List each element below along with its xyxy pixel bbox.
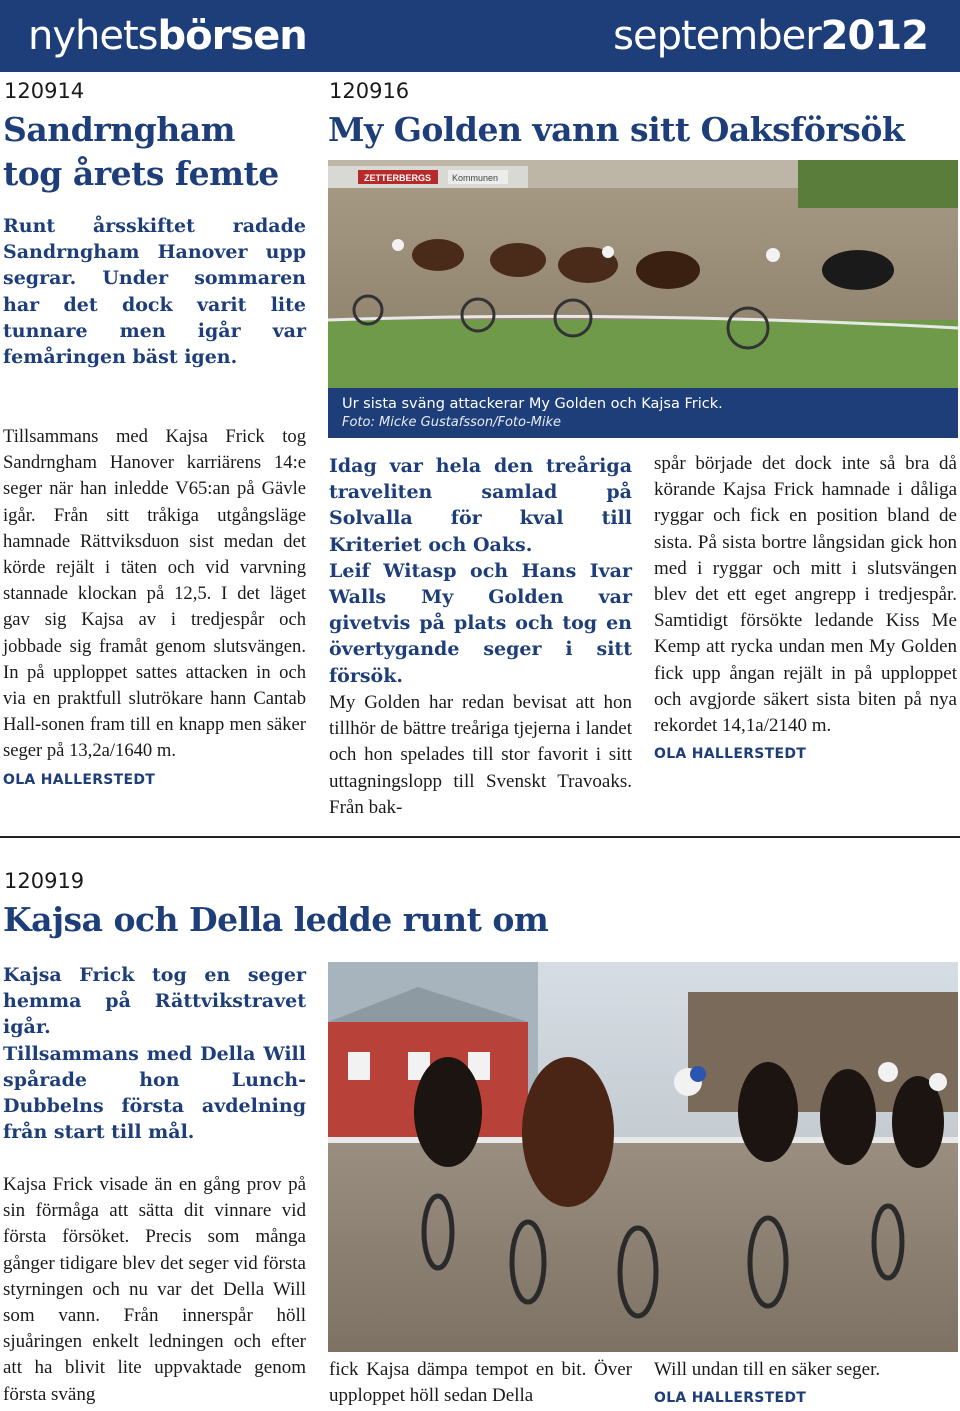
article3-body-col2-text: fick Kajsa dämpa tempot en bit. Över upploppet höll sedan Della — [329, 1359, 632, 1407]
photo-credit: Foto: Micke Gustafsson/Foto-Mike — [342, 415, 562, 430]
article3-signature: OLA HALLERSTEDT — [654, 1390, 807, 1407]
article1-lead-text: Runt årsskiftet radade Sandrngham Hanover upp segrar. Under sommaren har det dock varit lite tunnare men igår var femåringen bäst igen. — [3, 215, 306, 369]
article1-headline-line2: tog årets femte — [3, 154, 279, 193]
article2-body-col1-text: My Golden har redan bevisat att hon tillhör de bättre treåriga tjejerna i landet och hon spelades till stor favorit i sitt uttagningslopp till Svenskt Travoaks. Från bak- — [329, 692, 632, 818]
article1-body-text: Tillsammans med Kajsa Frick tog Sandrngham Hanover karriärens 14:e seger när han inledde V65:an på Gävle igår. Från sitt tråkiga utgångsläge hamnade Rättviksduon sist medan det körde rejält i täten och vid varvning stannade klockan på 12,5. I det läget gav sig Kajsa av i tredjespår och jobbade sig framåt genom slutsvängen. In på upploppet sattes attacken in och via en praktfull slutrökare hann Cantab Hall-sonen fram till en knapp men säker seger på 13,2a/1640 m. — [3, 426, 306, 762]
article2-headline: My Golden vann sitt Oaksförsök — [328, 110, 905, 149]
article3-body-col3-text: Will undan till en säker seger. — [654, 1359, 881, 1380]
photo-caption: Ur sista sväng attackerar My Golden och Kajsa Frick. — [342, 396, 723, 412]
photo-sign-text: Kommunen — [452, 173, 499, 183]
article2-date: 120916 — [329, 79, 410, 103]
article2-lead — [329, 453, 632, 689]
article2-body-col2 — [654, 451, 957, 767]
article3-lead — [3, 962, 306, 1145]
article2-lead-paragraph1: Idag var hela den treåriga traveliten samlad på Solvalla för kval till Kriteriet och Oaks. — [329, 455, 632, 556]
article1-body — [3, 424, 306, 793]
article3-date: 120919 — [4, 869, 85, 893]
masthead — [0, 0, 960, 72]
article2-lead-paragraph2: Leif Witasp och Hans Ivar Walls My Golden var givetvis på plats och tog en övertygande seger i sitt försök. — [329, 559, 632, 687]
issue-year: 2012 — [820, 13, 928, 59]
article3-headline: Kajsa och Della ledde runt om — [3, 900, 549, 939]
article2-body-col2-text: spår började det dock inte så bra då körande Kajsa Frick hamnade i dåliga ryggar och fick en position bland de sista. På sista bortre långsidan gick hon med i ryggar och mitt i slutsvängen blev det ett eget angrepp i tredjespår. Samtidigt försökte ledande Kiss Me Kemp att rycka undan men My Golden fick upp ångan rejält in på upploppet och avgjorde säkert sista biten på nya rekordet 14,1a/2140 m. — [654, 453, 957, 737]
issue-date — [613, 10, 928, 62]
article3-body-col1 — [3, 1172, 306, 1408]
publication-title-light: nyhets — [28, 13, 158, 59]
photo-caption-bar — [328, 388, 958, 438]
article1-headline-line1: Sandrngham — [3, 110, 236, 149]
article3-body-col3 — [654, 1357, 957, 1411]
article3-lead-paragraph1: Kajsa Frick tog en seger hemma på Rättvikstravet igår. — [3, 964, 306, 1039]
article3-body-col2 — [329, 1357, 632, 1409]
article1-date: 120914 — [4, 79, 85, 103]
race-photo-rattvik — [328, 962, 958, 1352]
section-divider — [0, 836, 960, 838]
publication-title — [28, 10, 307, 62]
race-photo-solvalla — [328, 160, 958, 388]
article2-body-col1 — [329, 690, 632, 821]
article3-lead-paragraph2: Tillsammans med Della Will spårade hon Lunch-Dubbelns första avdelning från start till mål. — [3, 1042, 306, 1144]
article3-body-col1-text: Kajsa Frick visade än en gång prov på sin förmåga att sätta dit vinnare vid första försöket. Precis som många gånger tidigare blev det seger vid första styrningen och nu var det Della Will som vann. Från innerspår höll sjuåringen enkelt ledningen och efter att ha blivit lite uppvaktade genom första sväng — [3, 1174, 306, 1405]
article1-signature: OLA HALLERSTEDT — [3, 771, 156, 788]
publication-title-bold: börsen — [157, 13, 307, 59]
article1-lead — [3, 213, 306, 370]
issue-month: september — [613, 13, 821, 59]
article1-headline — [3, 108, 313, 196]
photo-banner-text: ZETTERBERGS — [364, 173, 432, 183]
article2-signature: OLA HALLERSTEDT — [654, 746, 807, 763]
